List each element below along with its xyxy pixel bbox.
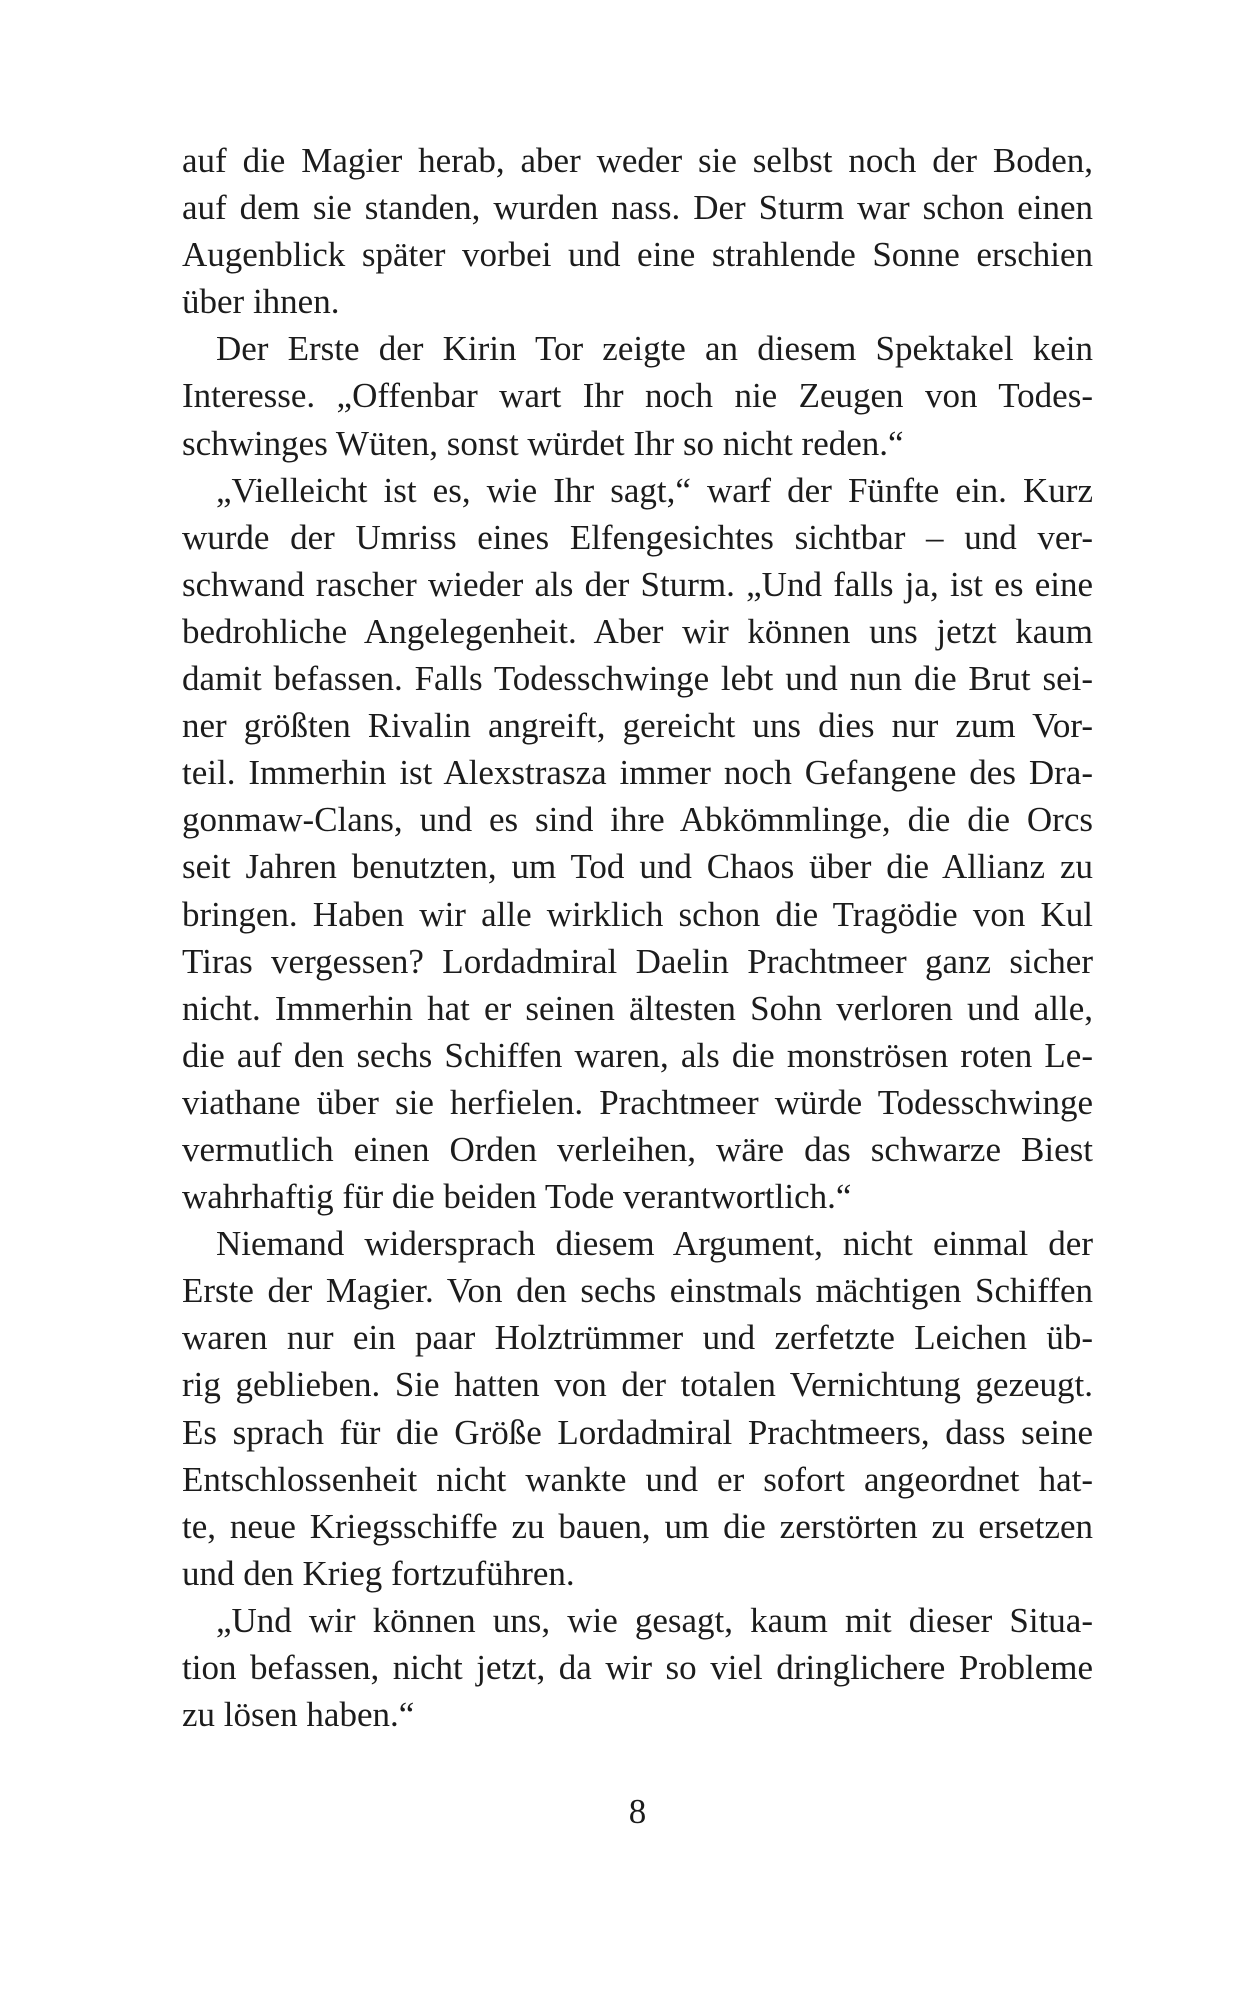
text-line: Augenblick später vorbei und eine strahlende Sonne erschien [182, 235, 1093, 275]
text-line: Tiras vergessen? Lordadmiral Daelin Prachtmeer ganz sicher [182, 941, 1093, 981]
text-line: auf dem sie standen, wurden nass. Der Sturm war schon einen [182, 188, 1093, 228]
text-line: damit befassen. Falls Todesschwinge lebt und nun die Brut sei- [182, 659, 1093, 699]
text-line: Entschlossenheit nicht wankte und er sofort angeordnet hat- [182, 1459, 1093, 1499]
text-line: teil. Immerhin ist Alexstrasza immer noch Gefangene des Dra- [182, 753, 1093, 793]
text-line: bringen. Haben wir alle wirklich schon die Tragödie von Kul [182, 894, 1093, 934]
text-line: te, neue Kriegsschiffe zu bauen, um die zerstörten zu ersetzen [182, 1506, 1093, 1546]
text-line: seit Jahren benutzten, um Tod und Chaos über die Allianz zu [182, 847, 1093, 887]
text-line: „Und wir können uns, wie gesagt, kaum mit dieser Situa- [216, 1600, 1093, 1640]
text-line: Erste der Magier. Von den sechs einstmals mächtigen Schiffen [182, 1271, 1093, 1311]
paragraph [182, 1220, 1093, 1597]
text-line: nicht. Immerhin hat er seinen ältesten Sohn verloren und alle, [182, 988, 1093, 1028]
text-line: Es sprach für die Größe Lordadmiral Prachtmeers, dass seine [182, 1412, 1093, 1452]
text-line: wahrhaftig für die beiden Tode verantwortlich.“ [182, 1177, 852, 1217]
text-line: schwand rascher wieder als der Sturm. „Und falls ja, ist es eine [182, 564, 1093, 604]
paragraph [182, 1597, 1093, 1738]
text-line: zu lösen haben.“ [182, 1695, 415, 1735]
body-text [182, 137, 1093, 1738]
text-line: rig geblieben. Sie hatten von der totalen Vernichtung gezeugt. [182, 1365, 1093, 1405]
text-line: ner größten Rivalin angreift, gereicht uns dies nur zum Vor- [182, 706, 1093, 746]
text-line: gonmaw-Clans, und es sind ihre Abkömmlinge, die die Orcs [182, 800, 1093, 840]
text-line: schwinges Wüten, sonst würdet Ihr so nicht reden.“ [182, 423, 904, 463]
text-line: über ihnen. [182, 282, 340, 322]
text-line: vermutlich einen Orden verleihen, wäre das schwarze Biest [182, 1129, 1093, 1169]
text-line: und den Krieg fortzuführen. [182, 1553, 575, 1593]
text-line: Niemand widersprach diesem Argument, nicht einmal der [216, 1224, 1093, 1264]
paragraph [182, 467, 1093, 1221]
text-line: bedrohliche Angelegenheit. Aber wir können uns jetzt kaum [182, 611, 1093, 651]
paragraph [182, 325, 1093, 466]
text-line: tion befassen, nicht jetzt, da wir so viel dringlichere Probleme [182, 1648, 1093, 1687]
text-line: „Vielleicht ist es, wie Ihr sagt,“ warf der Fünfte ein. Kurz [216, 470, 1093, 510]
paragraph [182, 137, 1093, 325]
page-number: 8 [628, 1792, 647, 1831]
text-line: Interesse. „Offenbar wart Ihr noch nie Zeugen von Todes- [182, 376, 1093, 416]
text-line: Der Erste der Kirin Tor zeigte an diesem Spektakel kein [216, 329, 1093, 369]
text-line: viathane über sie herfielen. Prachtmeer würde Todesschwinge [182, 1082, 1093, 1122]
text-line: die auf den sechs Schiffen waren, als die monströsen roten Le- [182, 1035, 1093, 1075]
text-line: wurde der Umriss eines Elfengesichtes sichtbar – und ver- [182, 517, 1093, 557]
text-line: waren nur ein paar Holztrümmer und zerfetzte Leichen üb- [182, 1318, 1093, 1358]
text-line: auf die Magier herab, aber weder sie selbst noch der Boden, [182, 141, 1093, 180]
